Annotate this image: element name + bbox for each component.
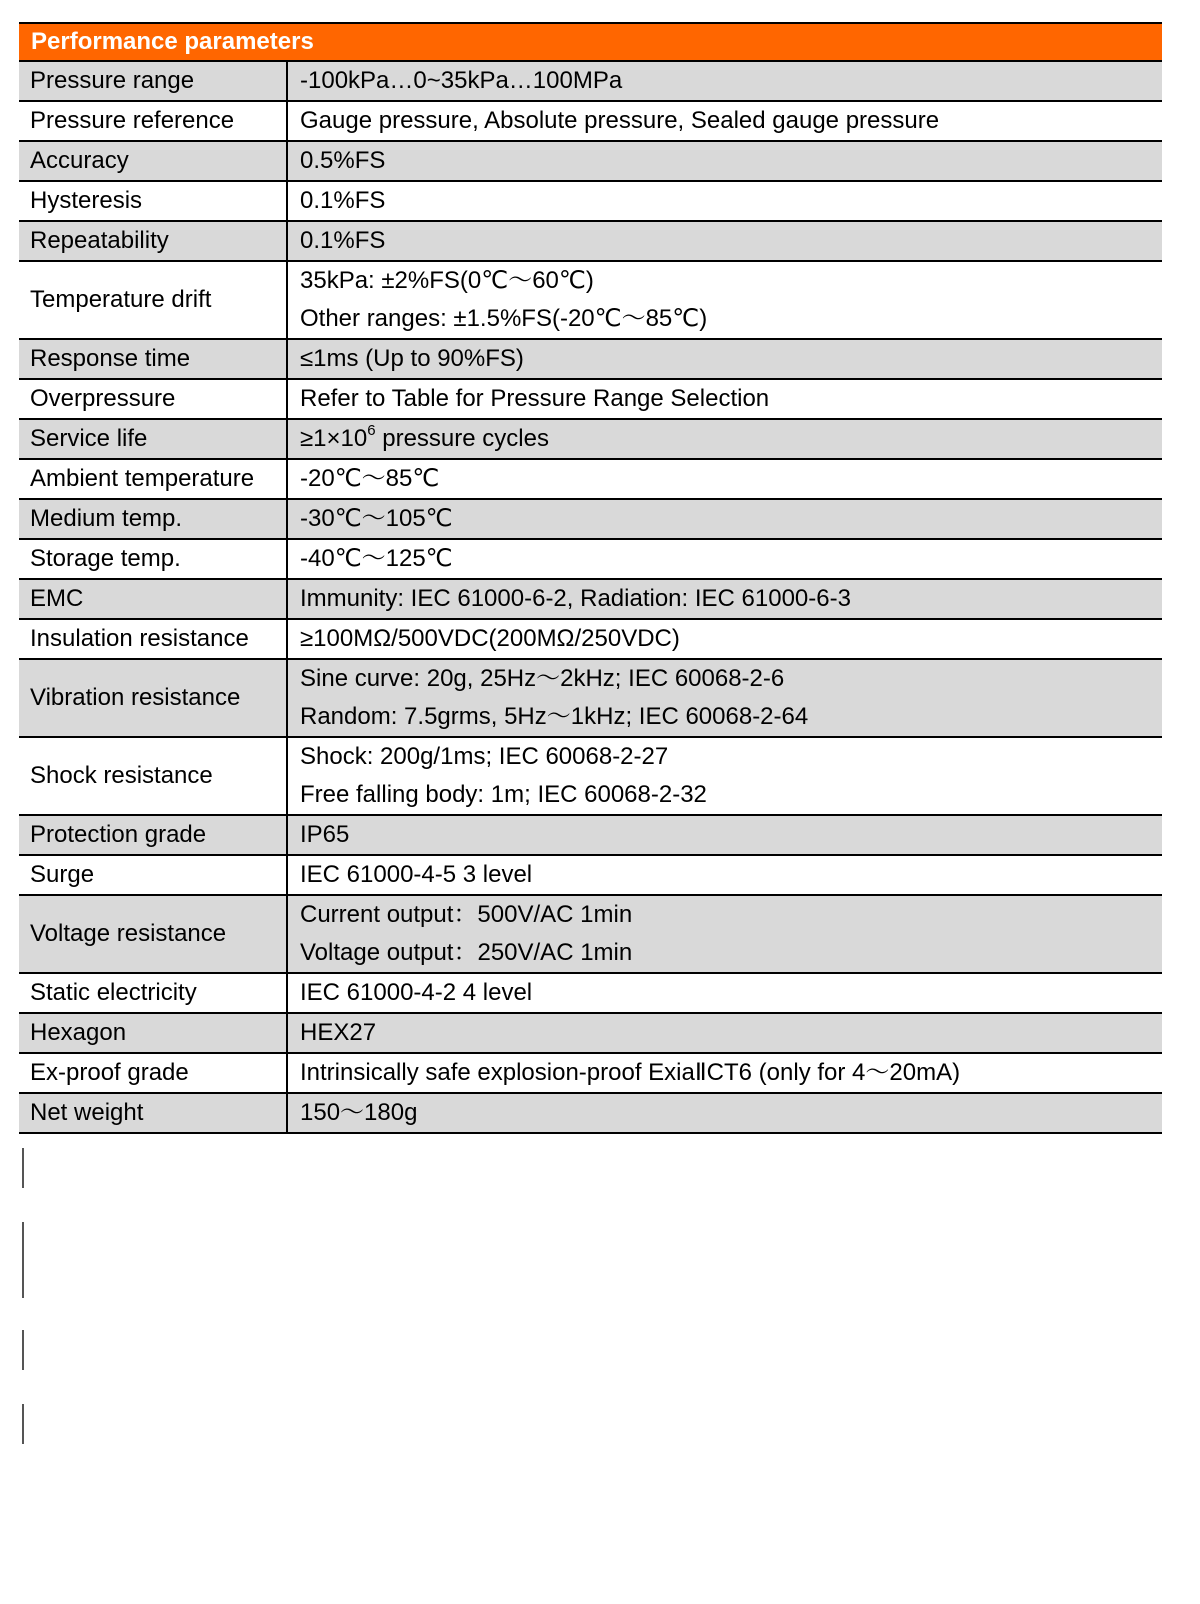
param-value-line: ≤1ms (Up to 90%FS): [300, 345, 524, 372]
param-label: [19, 419, 287, 459]
param-label-text: Ambient temperature: [30, 465, 255, 492]
param-label: [19, 379, 287, 419]
table-row: [19, 181, 1162, 221]
table-row: [19, 619, 1162, 659]
param-label: [19, 101, 287, 141]
param-value-line: IP65: [300, 821, 350, 848]
param-value: [287, 459, 1162, 499]
table-title: Performance parameters: [19, 23, 1162, 61]
param-label: [19, 459, 287, 499]
param-value-line: Immunity: IEC 61000-6-2, Radiation: IEC 61000-6-3: [300, 585, 851, 612]
table-row: [19, 1093, 1162, 1133]
param-value-line: 150～180g: [300, 1099, 418, 1126]
table-row: [19, 261, 1162, 339]
table-row: [19, 221, 1162, 261]
param-value: [287, 499, 1162, 539]
param-value: [287, 101, 1162, 141]
value-prefix: ≥1×10: [300, 425, 368, 452]
table-header-row: [19, 23, 1162, 61]
param-label-text: Net weight: [30, 1099, 144, 1126]
param-label-text: Response time: [30, 345, 191, 372]
param-value-line: IEC 61000-4-5 3 level: [300, 861, 533, 888]
param-label: [19, 221, 287, 261]
param-label: [19, 141, 287, 181]
param-label-text: Temperature drift: [30, 286, 212, 313]
param-value: [287, 141, 1162, 181]
param-value: [287, 261, 1162, 339]
param-label: [19, 973, 287, 1013]
param-value-line: 0.1%FS: [300, 227, 386, 254]
param-label: [19, 659, 287, 737]
param-label: [19, 579, 287, 619]
table-row: [19, 659, 1162, 737]
value-exponent: 6: [367, 422, 376, 439]
table-row: [19, 737, 1162, 815]
param-label-text: Service life: [30, 425, 148, 452]
param-value-line: -40℃～125℃: [300, 545, 453, 572]
param-value: [287, 973, 1162, 1013]
param-value-line: -100kPa…0~35kPa…100MPa: [300, 67, 623, 94]
param-label-text: Shock resistance: [30, 762, 213, 789]
param-value-line: -30℃～105℃: [300, 505, 453, 532]
param-value-line: -20℃～85℃: [300, 465, 440, 492]
table-row: [19, 815, 1162, 855]
table-row: [19, 379, 1162, 419]
table-row: [19, 339, 1162, 379]
param-label-text: Protection grade: [30, 821, 207, 848]
param-value-line: Refer to Table for Pressure Range Selection: [300, 385, 770, 412]
table-row: [19, 579, 1162, 619]
param-value-line: Intrinsically safe explosion-proof ExiaⅡCT6 (only for 4～20mA): [300, 1059, 961, 1086]
margin-mark: [22, 1330, 24, 1370]
param-label: [19, 619, 287, 659]
param-value: [287, 1013, 1162, 1053]
table-row: [19, 419, 1162, 459]
param-value: [287, 379, 1162, 419]
param-label-text: Repeatability: [30, 227, 169, 254]
param-value-line: ≥100MΩ/500VDC(200MΩ/250VDC): [300, 625, 680, 652]
param-value-line: 0.5%FS: [300, 147, 386, 174]
param-label: [19, 261, 287, 339]
param-value: [287, 419, 1162, 459]
param-label-text: Hysteresis: [30, 187, 143, 214]
param-label-text: Insulation resistance: [30, 625, 249, 652]
param-label: [19, 737, 287, 815]
param-label: [19, 499, 287, 539]
table-row: [19, 101, 1162, 141]
param-label-text: Ex-proof grade: [30, 1059, 189, 1086]
param-label: [19, 1013, 287, 1053]
param-value-line: HEX27: [300, 1019, 377, 1046]
param-value-line: Free falling body: 1m; IEC 60068-2-32: [300, 781, 707, 808]
table-row: [19, 499, 1162, 539]
param-value-line: Current output：500V/AC 1min: [300, 901, 633, 928]
table-row: [19, 141, 1162, 181]
param-value-line: Gauge pressure, Absolute pressure, Sealed gauge pressure: [300, 107, 940, 134]
param-value-line: Voltage output：250V/AC 1min: [300, 939, 633, 966]
param-label-text: Medium temp.: [30, 505, 183, 532]
param-label-text: Pressure reference: [30, 107, 235, 134]
margin-mark: [22, 1222, 24, 1298]
param-label-text: Hexagon: [30, 1019, 127, 1046]
param-label: [19, 181, 287, 221]
table-row: [19, 459, 1162, 499]
param-value-line: Sine curve: 20g, 25Hz～2kHz; IEC 60068-2-6: [300, 665, 785, 692]
table-row: [19, 539, 1162, 579]
param-value: [287, 895, 1162, 973]
param-label-text: Pressure range: [30, 67, 195, 94]
param-label: [19, 1053, 287, 1093]
param-label-text: Overpressure: [30, 385, 176, 412]
param-label: [19, 1093, 287, 1133]
param-label: [19, 339, 287, 379]
margin-mark: [22, 1404, 24, 1444]
param-value: [287, 1053, 1162, 1093]
table-row: [19, 1013, 1162, 1053]
param-value-line: 0.1%FS: [300, 187, 386, 214]
param-value: [287, 61, 1162, 101]
table-row: [19, 1053, 1162, 1093]
table-row: [19, 855, 1162, 895]
param-value: [287, 221, 1162, 261]
param-value-line: Random: 7.5grms, 5Hz～1kHz; IEC 60068-2-64: [300, 703, 809, 730]
param-value: [287, 1093, 1162, 1133]
param-value: [287, 539, 1162, 579]
param-value-line: [300, 420, 1162, 458]
param-label-text: Storage temp.: [30, 545, 181, 572]
param-label-text: Accuracy: [30, 147, 129, 174]
param-value: [287, 181, 1162, 221]
param-value: [287, 579, 1162, 619]
param-value: [287, 855, 1162, 895]
param-label: [19, 61, 287, 101]
param-label: [19, 895, 287, 973]
table-row: [19, 895, 1162, 973]
param-label-text: Static electricity: [30, 979, 197, 1006]
margin-mark: [22, 1148, 24, 1188]
param-label-text: Vibration resistance: [30, 684, 241, 711]
param-label: [19, 815, 287, 855]
param-value: [287, 815, 1162, 855]
table-row: [19, 61, 1162, 101]
param-value-line: IEC 61000-4-2 4 level: [300, 979, 533, 1006]
param-value: [287, 659, 1162, 737]
performance-parameters-table: [19, 22, 1162, 1134]
param-label-text: Surge: [30, 861, 95, 888]
param-label: [19, 855, 287, 895]
param-value: [287, 737, 1162, 815]
param-value: [287, 339, 1162, 379]
param-label-text: Voltage resistance: [30, 920, 227, 947]
value-suffix: pressure cycles: [375, 425, 549, 452]
param-value: [287, 619, 1162, 659]
param-label: [19, 539, 287, 579]
param-label-text: EMC: [30, 585, 84, 612]
param-value-line: 35kPa: ±2%FS(0℃～60℃): [300, 267, 594, 294]
param-value-line: Other ranges: ±1.5%FS(-20℃～85℃): [300, 305, 708, 332]
param-value-line: Shock: 200g/1ms; IEC 60068-2-27: [300, 743, 669, 770]
table-row: [19, 973, 1162, 1013]
